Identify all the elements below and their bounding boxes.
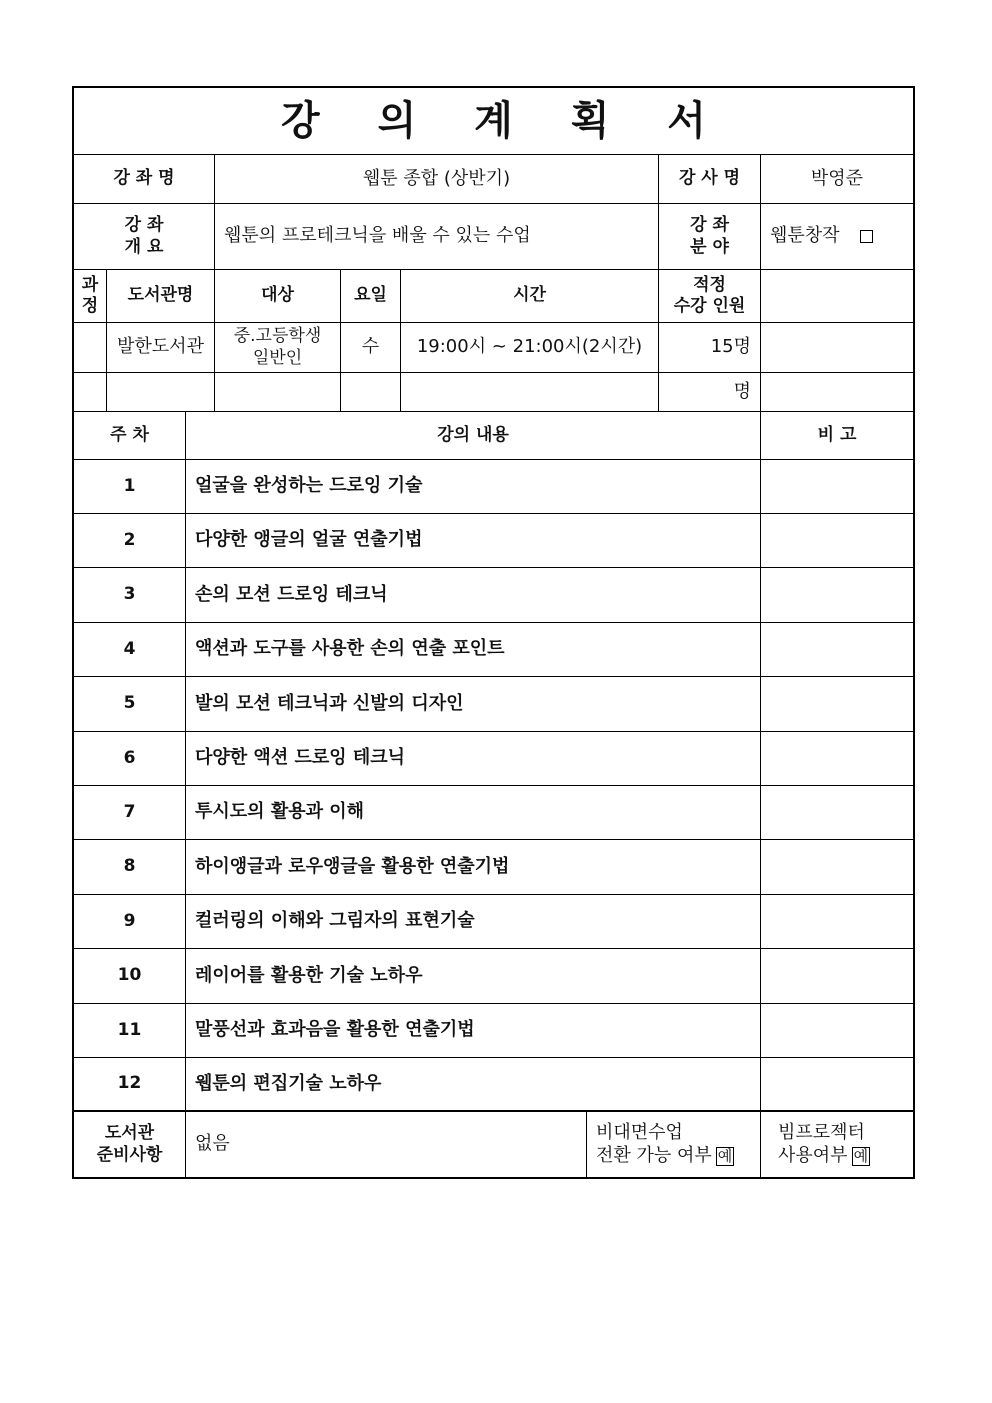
lecture-content: 액션과 도구를 사용한 손의 연출 포인트	[195, 638, 505, 660]
lecture-content: 하이앵글과 로우앵글을 활용한 연출기법	[195, 855, 510, 877]
day-header: 요일	[354, 285, 387, 306]
lecture-content: 손의 모션 드로잉 테크닉	[195, 583, 388, 605]
online-conversion: 비대면수업 전환 가능 여부 예	[596, 1122, 733, 1166]
projector-checkbox[interactable]: 예	[853, 1146, 869, 1165]
lecture-content: 다양한 액션 드로잉 테크닉	[195, 747, 406, 769]
week-header: 주 차	[110, 424, 149, 445]
lecture-content: 말풍선과 효과음을 활용한 연출기법	[195, 1019, 475, 1041]
schedule-library: 발한도서관	[117, 336, 204, 358]
note-header: 비 고	[817, 424, 857, 445]
lecture-content: 얼굴을 완성하는 드로잉 기술	[195, 475, 423, 497]
instructor-label: 강 사 명	[678, 168, 741, 189]
field-value: 웹툰창작	[761, 204, 913, 269]
document-title: 강 의 계 획 서	[281, 98, 728, 144]
lecture-week: 5	[123, 693, 136, 714]
lecture-content: 발의 모션 테크닉과 신발의 디자인	[195, 692, 464, 714]
lecture-content: 웹툰의 편집기술 노하우	[195, 1072, 382, 1094]
lecture-week: 6	[123, 747, 136, 768]
instructor-value: 박영준	[810, 167, 864, 189]
lecture-week: 1	[123, 475, 136, 496]
lecture-week: 4	[123, 638, 136, 659]
lecture-content: 레이어를 활용한 기술 노하우	[195, 964, 423, 986]
overview-value: 웹툰의 프로테크닉을 배울 수 있는 수업	[224, 225, 531, 247]
projector-use: 빔프로젝터 사용여부 예	[778, 1122, 869, 1166]
lecture-week: 2	[123, 529, 136, 550]
time-header: 시간	[513, 285, 546, 306]
lecture-content: 투시도의 활용과 이해	[195, 801, 365, 823]
overview-label: 강 좌 개 요	[124, 215, 164, 257]
lecture-week: 10	[117, 965, 142, 986]
schedule-target: 중.고등학생 일반인	[233, 326, 322, 368]
content-header: 강의 내용	[437, 424, 509, 445]
lecture-week: 11	[117, 1019, 142, 1040]
schedule-day: 수	[361, 336, 380, 358]
lecture-content: 다양한 앵글의 얼굴 연출기법	[195, 529, 423, 551]
process-header: 과 정	[81, 274, 99, 316]
target-header: 대상	[261, 285, 294, 306]
prep-label: 도서관 준비사항	[96, 1123, 163, 1165]
schedule-capacity: 15명	[710, 336, 751, 358]
online-checkbox[interactable]: 예	[717, 1146, 733, 1165]
lecture-week: 3	[123, 584, 136, 605]
lecture-week: 8	[123, 856, 136, 877]
capacity-header: 적정 수강 인원	[673, 274, 746, 316]
field-label: 강 좌 분 야	[690, 215, 729, 257]
course-name-label: 강 좌 명	[113, 168, 175, 189]
course-name-value: 웹툰 종합 (상반기)	[362, 167, 511, 189]
lecture-week: 12	[117, 1073, 142, 1094]
checkbox-icon	[860, 230, 873, 243]
lecture-content: 컬러링의 이해와 그림자의 표현기술	[195, 910, 475, 932]
prep-value: 없음	[195, 1133, 230, 1155]
schedule-capacity-empty: 명	[733, 380, 751, 402]
library-header: 도서관명	[127, 285, 194, 306]
lecture-week: 7	[123, 801, 136, 822]
lecture-week: 9	[123, 910, 136, 931]
schedule-time: 19:00시 ~ 21:00시(2시간)	[416, 336, 643, 358]
